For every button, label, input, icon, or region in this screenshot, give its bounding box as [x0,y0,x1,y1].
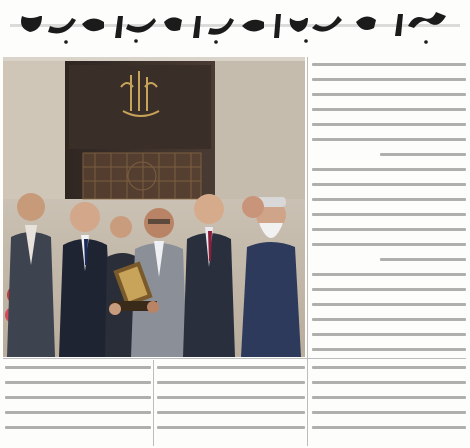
headline-graphic [6,6,464,50]
article-column-bottom-left [3,360,151,446]
column-rule [153,360,154,446]
section-rule [3,358,466,359]
article-text-right [310,57,466,357]
article-text-bottom-right [310,360,466,446]
article-text-bottom-left [3,360,151,446]
photo-illustration [3,57,305,357]
article-column-bottom-mid [155,360,305,446]
article-column-right [310,57,466,357]
article-photo [3,57,305,357]
article-text-bottom-mid [155,360,305,446]
article-column-bottom-right [310,360,466,446]
column-rule [307,57,308,446]
